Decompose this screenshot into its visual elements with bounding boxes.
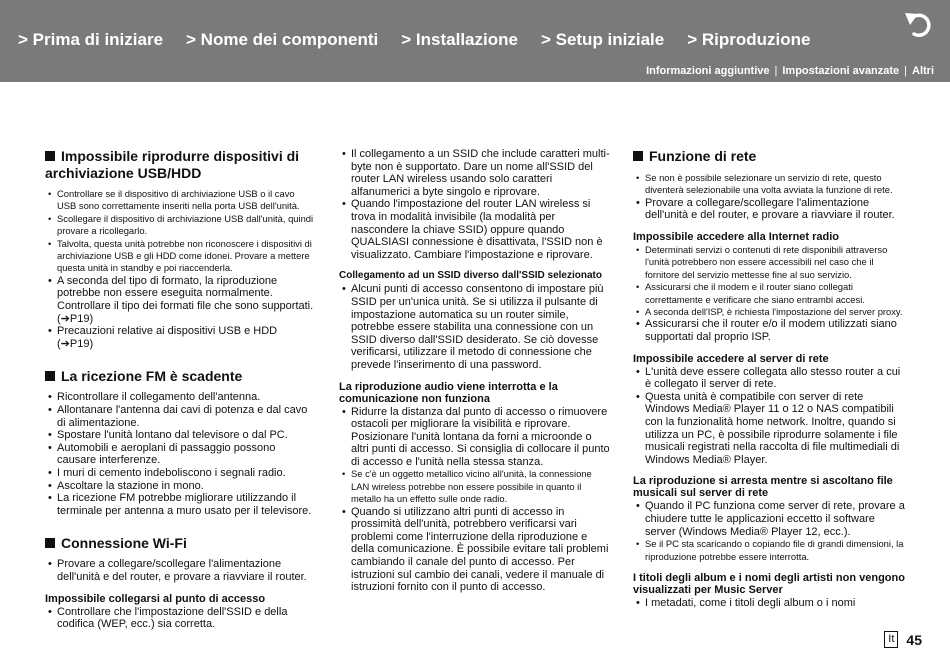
page-number: 45 bbox=[906, 631, 922, 648]
section-heading: La ricezione FM è scadente bbox=[45, 368, 315, 385]
section-heading: Connessione Wi-Fi bbox=[45, 535, 315, 552]
back-arrow-icon[interactable] bbox=[904, 10, 938, 40]
list-item: • La ricezione FM potrebbe migliorare utilizzando il terminale per antenna a muro usato per il televisore. bbox=[45, 492, 315, 517]
top-navigation-bar bbox=[0, 0, 950, 82]
subsection-heading: Impossibile accedere al server di rete bbox=[633, 352, 829, 365]
album-titles-list bbox=[633, 597, 907, 610]
audio-interrupt-list bbox=[339, 406, 611, 594]
nav-installazione[interactable]: > Installazione bbox=[401, 30, 518, 49]
list-item: • Provare a collegare/scollegare l'alimentazione dell'unità e del router, e provare a riavviare il router. bbox=[45, 558, 315, 583]
section-wifi bbox=[45, 535, 315, 630]
list-item: • Questa unità è compatibile con server di rete Windows Media® Player 11 o 12 o NAS compatibili con la funzionalità home network. Inoltre, quando si utilizza un PC, è possibile riprodurre solamente i file musicali registrati nella raccolta di file multimediali di Windows Media® Player. bbox=[633, 391, 907, 467]
list-item: • Assicurarsi che il router e/o il modem utilizzati siano supportati dal proprio ISP. bbox=[633, 318, 907, 343]
list-item: • Automobili e aeroplani di passaggio possono causare interferenze. bbox=[45, 442, 315, 467]
column-middle bbox=[339, 148, 611, 594]
ssid-different-list bbox=[339, 283, 611, 371]
list-item: • I muri di cemento indeboliscono i segnali radio. bbox=[45, 467, 315, 480]
list-item: • A seconda dell'ISP, è richiesta l'impostazione del server proxy. bbox=[633, 306, 907, 318]
internet-radio-list bbox=[633, 244, 907, 344]
list-item: • Quando il PC funziona come server di rete, provare a chiudere tutte le applicazioni eccetto il software server (Windows Media® Player 12, ecc.). bbox=[633, 500, 907, 538]
square-bullet-icon bbox=[633, 151, 643, 161]
section-fm bbox=[45, 368, 315, 517]
subsection-heading: Impossibile accedere alla Internet radio bbox=[633, 231, 840, 243]
section-heading: Funzione di rete bbox=[633, 148, 907, 165]
wifi-list bbox=[45, 558, 315, 583]
network-list bbox=[633, 172, 907, 222]
subnav-separator: | bbox=[904, 65, 907, 77]
column-left bbox=[45, 148, 315, 643]
playback-stop-list bbox=[633, 500, 907, 563]
server-list bbox=[633, 366, 907, 467]
square-bullet-icon bbox=[45, 151, 55, 161]
square-bullet-icon bbox=[45, 538, 55, 548]
section-usb-hdd bbox=[45, 148, 315, 350]
list-item: • Scollegare il dispositivo di archiviazione USB dall'unità, quindi provare a ricollegarlo. bbox=[45, 213, 315, 238]
fm-list bbox=[45, 391, 315, 517]
subsection-heading: I titoli degli album e i nomi degli artisti non vengono visualizzati per Music Server bbox=[633, 571, 905, 596]
list-item: • Determinati servizi o contenuti di rete disponibili attraverso l'unità potrebbero non essere accessibili nel caso che il fornitore del servizio mettesse fine al suo servizio. bbox=[633, 244, 907, 281]
subsection-heading: Collegamento ad un SSID diverso dall'SSID selezionato bbox=[339, 270, 602, 282]
main-nav bbox=[18, 30, 834, 50]
subsection-heading: La riproduzione audio viene interrotta e la comunicazione non funziona bbox=[339, 380, 558, 405]
subnav-impostazioni-avanzate[interactable]: Impostazioni avanzate bbox=[782, 65, 900, 77]
list-item: • Ascoltare la stazione in mono. bbox=[45, 480, 315, 493]
list-item: • Alcuni punti di accesso consentono di impostare più SSID per un'unica unità. Se si utilizza il pulsante di impostazione automatica su un router simile, potrebbe essere stabilita una connessione con un SSID diverso dall'SSID desiderato. Se ciò dovesse verificarsi, utilizzare il metodo di connessione che prevede l'inserimento di una password. bbox=[339, 283, 611, 371]
list-item: • Ridurre la distanza dal punto di accesso o rimuovere ostacoli per migliorare la visibilità e riprovare. Posizionare l'unità lontana da forni a microonde o altri punti di accesso. Si consiglia di collocare il punto di accesso e l'unità nella stessa stanza. bbox=[339, 406, 611, 469]
square-bullet-icon bbox=[45, 371, 55, 381]
list-item: • I metadati, come i titoli degli album o i nomi bbox=[633, 597, 907, 610]
list-item: • Spostare l'unità lontano dal televisore o dal PC. bbox=[45, 429, 315, 442]
ssid-list bbox=[339, 148, 611, 261]
list-item: • Provare a collegare/scollegare l'alimentazione dell'unità e del router, e provare a riavviare il router. bbox=[633, 197, 907, 222]
list-item: • Quando si utilizzano altri punti di accesso in prossimità dell'unità, potrebbero verificarsi vari problemi come l'interruzione della riproduzione e della comunicazione. È possibile evitare tali problemi cambiando il canale del punto di accesso. Per istruzioni sul cambio dei canali, vedere il manuale di istruzioni fornito con il punto di accesso. bbox=[339, 506, 611, 594]
list-item: • Talvolta, questa unità potrebbe non riconoscere i dispositivi di archiviazione USB e gli HDD come idonei. Provare a mettere questa unità in standby e poi riaccenderla. bbox=[45, 238, 315, 275]
nav-prima-di-iniziare[interactable]: > Prima di iniziare bbox=[18, 30, 164, 49]
subsection-heading: La riproduzione si arresta mentre si ascoltano file musicali sul server di rete bbox=[633, 475, 893, 500]
list-item: • Precauzioni relative ai dispositivi USB e HDD (➔P19) bbox=[45, 325, 315, 350]
subnav-altri[interactable]: Altri bbox=[912, 65, 934, 77]
nav-nome-dei-componenti[interactable]: > Nome dei componenti bbox=[186, 30, 379, 49]
list-item: • Assicurarsi che il modem e il router siano collegati correttamente e verificare che siano entrambi accesi. bbox=[633, 281, 907, 306]
wifi-access-point-list bbox=[45, 606, 315, 631]
language-badge: It bbox=[884, 631, 898, 648]
nav-riproduzione[interactable]: > Riproduzione bbox=[687, 30, 811, 49]
list-item: • Ricontrollare il collegamento dell'antenna. bbox=[45, 391, 315, 404]
list-item: • Se c'è un oggetto metallico vicino all'unità, la connessione LAN wireless potrebbe non essere possibile in quanto il metallo ha un effetto sulle onde radio. bbox=[339, 468, 611, 505]
list-item: • L'unità deve essere collegata allo stesso router a cui è collegato il server di rete. bbox=[633, 366, 907, 391]
list-item: • Il collegamento a un SSID che include caratteri multi-byte non è supportato. Dare un nome all'SSID del router LAN wireless usando solo caratteri alfanumerici a byte singolo e riprovare. bbox=[339, 148, 611, 198]
list-item: • Controllare che l'impostazione dell'SSID e della codifica (WEP, ecc.) sia corretta. bbox=[45, 606, 315, 631]
page-footer bbox=[884, 631, 922, 648]
list-item: • Quando l'impostazione del router LAN wireless si trova in modalità invisibile (la modalità per nascondere la chiave SSID) oppure quando QUALSIASI connessione è disattivata, l'SSID non è visualizzato. Cambiare l'impostazione e riprovare. bbox=[339, 198, 611, 261]
subsection-heading: Impossibile collegarsi al punto di accesso bbox=[45, 592, 266, 605]
list-item: • Se non è possibile selezionare un servizio di rete, questo diventerà selezionabile una volta avviata la funzione di rete. bbox=[633, 172, 907, 197]
sub-navigation bbox=[646, 65, 934, 77]
subnav-informazioni-aggiuntive[interactable]: Informazioni aggiuntive bbox=[646, 65, 770, 77]
list-item: • Controllare se il dispositivo di archiviazione USB o il cavo USB sono correttamente inseriti nella porta USB dell'unità. bbox=[45, 188, 315, 213]
section-heading: Impossibile riprodurre dispositivi di archiviazione USB/HDD bbox=[45, 148, 300, 181]
column-right bbox=[633, 148, 907, 610]
list-item: • A seconda del tipo di formato, la riproduzione potrebbe non essere eseguita normalmente. Controllare il tipo dei formati file che sono supportati. (➔P19) bbox=[45, 275, 315, 325]
usb-list bbox=[45, 188, 315, 350]
nav-setup-iniziale[interactable]: > Setup iniziale bbox=[540, 30, 665, 49]
list-item: • Se il PC sta scaricando o copiando file di grandi dimensioni, la riproduzione potrebbe essere interrotta. bbox=[633, 538, 907, 563]
list-item: • Allontanare l'antenna dai cavi di potenza e dal cavo di alimentazione. bbox=[45, 404, 315, 429]
subnav-separator: | bbox=[774, 65, 778, 77]
